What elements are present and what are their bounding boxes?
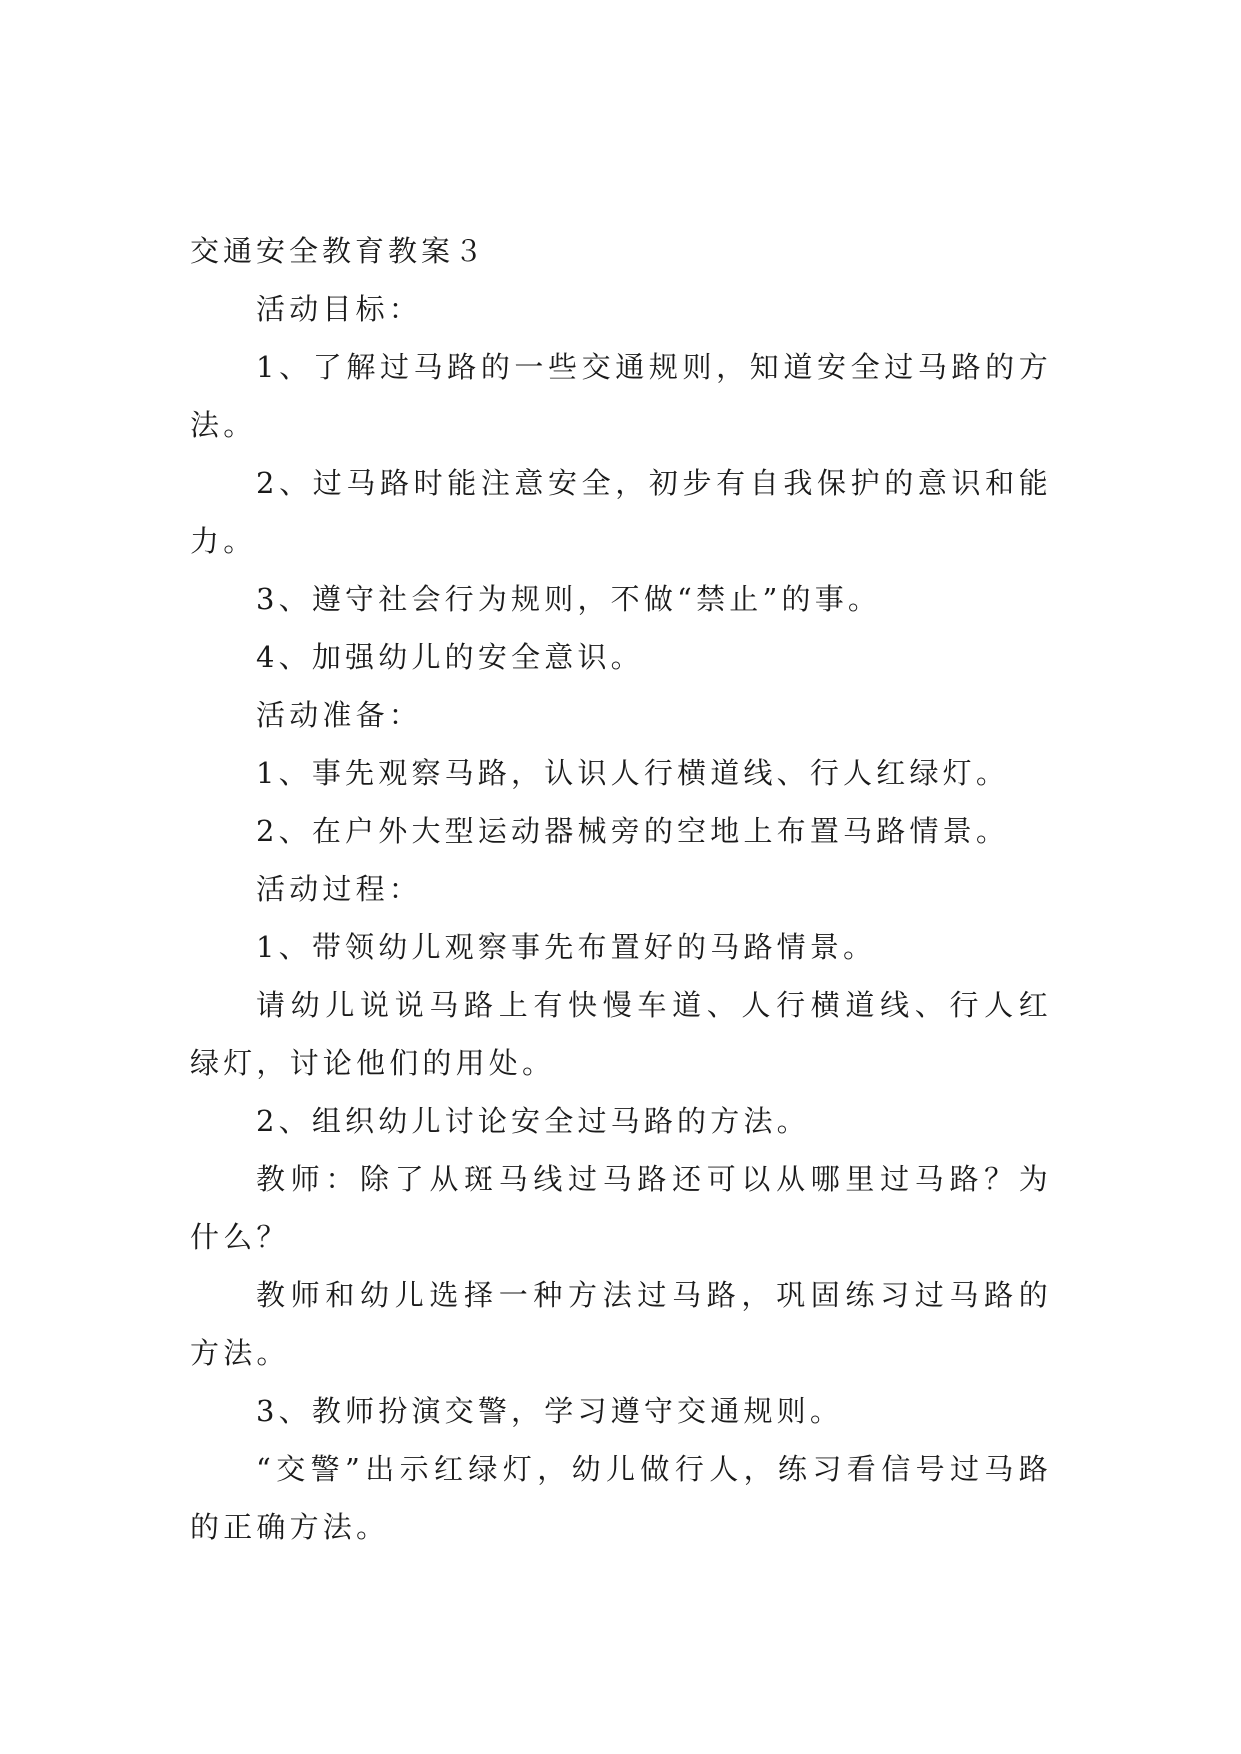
- process-item-2: 2、组织幼儿讨论安全过马路的方法。: [256, 1104, 810, 1138]
- process-paragraph: 请幼儿说说马路上有快慢车道、人行横道线、行人红绿灯，讨论他们的用处。: [190, 988, 1052, 1080]
- process-paragraph: “交警”出示红绿灯，幼儿做行人，练习看信号过马路的正确方法。: [190, 1452, 1052, 1544]
- goal-item-3: 3、遵守社会行为规则，不做“禁止”的事。: [256, 582, 882, 616]
- preparation-item-1: 1、事先观察马路，认识人行横道线、行人红绿灯。: [256, 756, 1010, 790]
- heading-activity-goals: 活动目标：: [256, 292, 423, 326]
- heading-activity-preparation: 活动准备：: [256, 698, 423, 732]
- document-title: 交通安全教育教案３: [190, 234, 488, 268]
- goal-item-1: 1、了解过马路的一些交通规则，知道安全过马路的方法。: [190, 350, 1052, 442]
- process-item-1: 1、带领幼儿观察事先布置好的马路情景。: [256, 930, 877, 964]
- heading-activity-process: 活动过程：: [256, 872, 423, 906]
- goal-item-2: 2、过马路时能注意安全，初步有自我保护的意识和能力。: [190, 466, 1052, 558]
- process-item-3: 3、教师扮演交警，学习遵守交通规则。: [256, 1394, 844, 1428]
- goal-item-4: 4、加强幼儿的安全意识。: [256, 640, 644, 674]
- process-paragraph: 教师：除了从斑马线过马路还可以从哪里过马路？为什么？: [190, 1162, 1052, 1254]
- process-paragraph: 教师和幼儿选择一种方法过马路，巩固练习过马路的方法。: [190, 1278, 1052, 1370]
- document-body: [190, 222, 1052, 1556]
- preparation-item-2: 2、在户外大型运动器械旁的空地上布置马路情景。: [256, 814, 1010, 848]
